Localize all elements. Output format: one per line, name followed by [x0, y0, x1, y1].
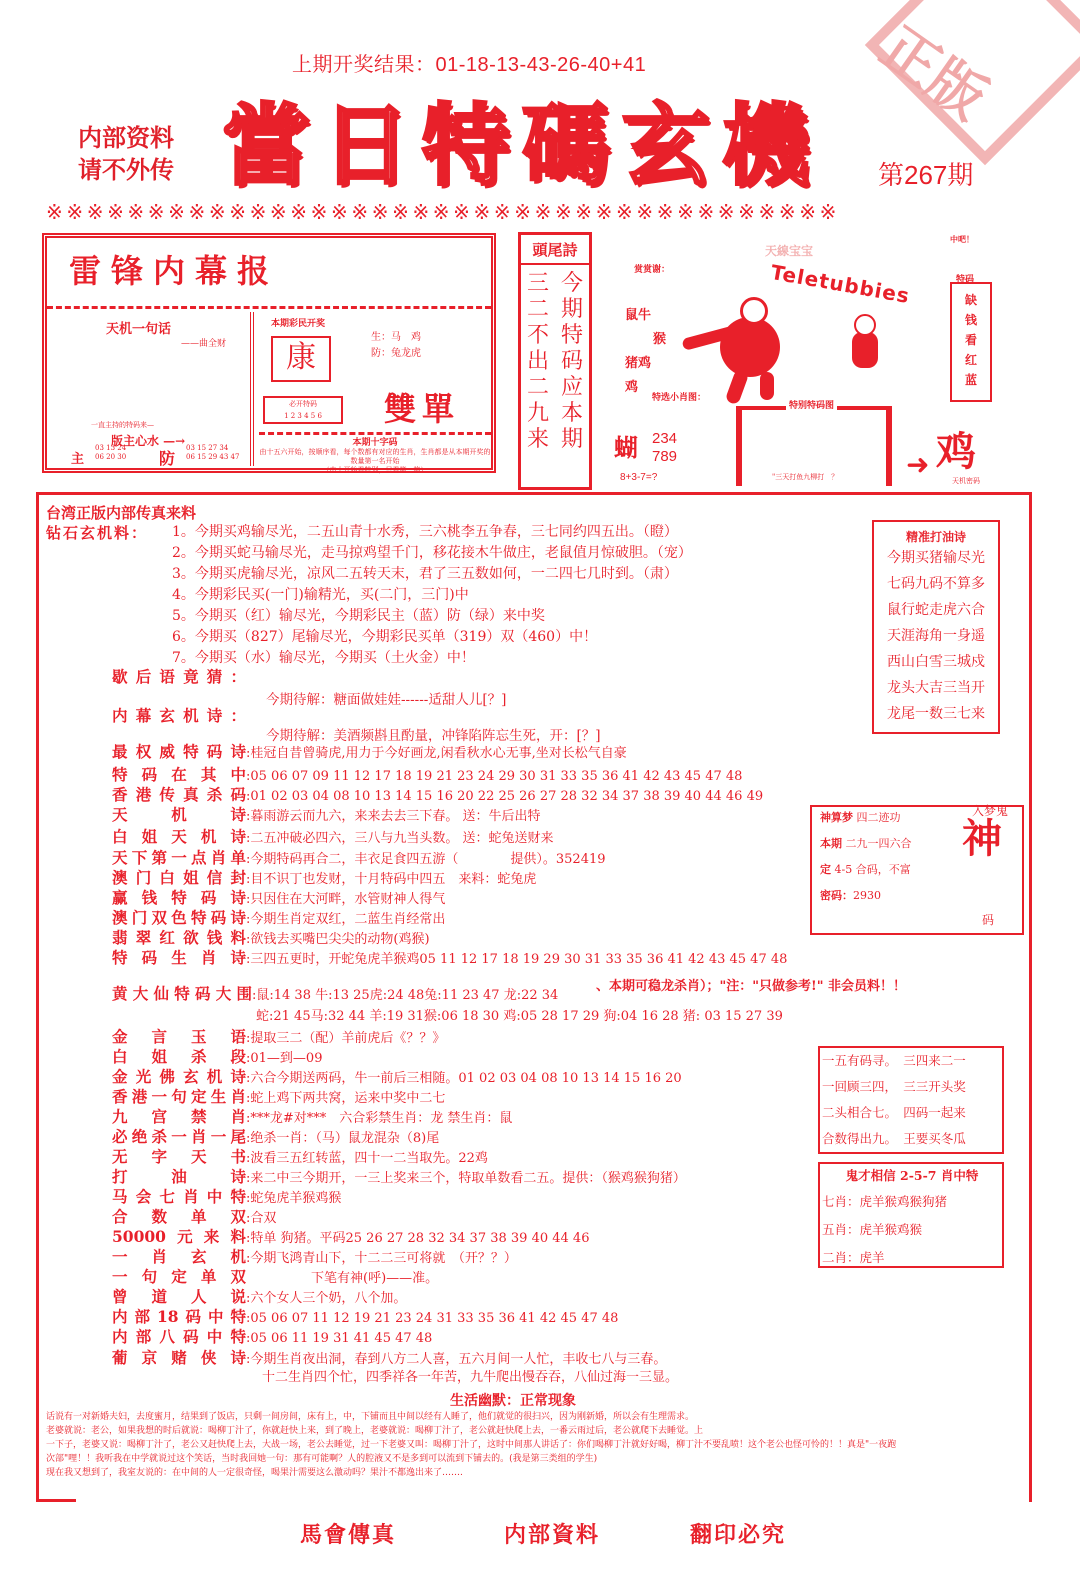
tianji-panel	[51, 312, 254, 466]
leifeng-panel	[42, 233, 496, 473]
poem-line: 今期买猪输尽光	[887, 550, 985, 566]
accurate-poem-title: 精准打油诗	[905, 530, 966, 544]
tianji-title: 天机一句话	[106, 322, 172, 337]
poem-line: 龙头大吉三当开	[887, 680, 985, 696]
fang-numbers	[186, 444, 239, 462]
table-row	[112, 949, 787, 969]
ghost-talent-line: 七肖：虎羊猴鸡猴狗猪	[822, 1194, 948, 1209]
dream-code-char: 码	[982, 913, 995, 927]
row-value: :绝杀一肖：（马）鼠龙混杂（8)尾	[246, 1131, 440, 1146]
footer-item: 翻印必究	[690, 1522, 787, 1548]
row-label: 香港传真杀码	[112, 785, 246, 804]
table-row	[112, 1108, 512, 1128]
row-label: 特码在其中	[112, 765, 246, 784]
row-value: :今期生肖定双红，二蓝生肖经常出	[246, 912, 446, 927]
poem-line: 天涯海角一身遥	[887, 628, 985, 644]
row-value: :蛇兔虎羊猴鸡猴	[246, 1191, 342, 1206]
issue-number: 第267期	[878, 160, 974, 190]
zhongma-label: 中吧！	[950, 234, 974, 244]
row-value: :05 06 07 09 11 12 17 18 19 21 23 24 29 30 31 33 35 36 41 42 43 45 47 48	[246, 769, 743, 784]
row-value: :波看三五红转蓝，四十一二当取先。22鸡	[246, 1151, 488, 1166]
row-label: 一句定单双	[112, 1267, 246, 1286]
last-result-label: 上期开奖结果：	[292, 54, 436, 76]
row-label: 赢钱特码诗	[112, 888, 246, 907]
ghost-talent-title: 鬼才相信 2-5-7 肖中特	[845, 1168, 979, 1183]
xiehouyu-text: 今期待解：糖面做娃娃------适甜人儿[？]	[266, 692, 507, 708]
table-row	[112, 869, 536, 889]
table-row	[112, 828, 554, 848]
row-label: 特码生肖诗	[112, 948, 246, 967]
vert-char: 蓝	[964, 373, 977, 387]
teletubby-body-icon	[720, 317, 780, 377]
row-value: 下笔有神(呼)——准。	[246, 1271, 439, 1286]
row-value: :暮雨游云而九六，来来去去三下春。 送：牛后出特	[246, 809, 541, 824]
riddle-line: 合数得出九。 王要买冬瓜	[822, 1131, 966, 1146]
row-value: :今期生肖夜出洞，春到八方二人喜，五六月间一人忙，丰收七八与三春。	[246, 1352, 667, 1367]
row-label: 内幕玄机诗：	[112, 706, 246, 725]
fang-numbers-row: 03 15 27 34	[186, 444, 229, 452]
row-value: :提取三二（配）羊前虎后《？？》	[246, 1031, 446, 1046]
flower-label: 鼠牛	[625, 308, 652, 323]
row-label: 内部18码中特	[112, 1307, 246, 1326]
humor-line: 老婆就说：老公，如果我想的时后就说：喝柳丁汁了，你就赶快上来，到了晚上，老婆就说：喝柳丁汁了，老公就赶快爬上去，一番云雨过后，老公就爬下去睡觉。上	[46, 1426, 704, 1436]
fang-label: 防	[159, 449, 176, 468]
row-label: 金光佛玄机诗	[112, 1067, 246, 1086]
table-row	[112, 1248, 517, 1268]
last-draw-result	[292, 48, 646, 77]
teletubby-leg-icon	[725, 369, 750, 406]
list-item: 2。今期买蛇马输尽光，走马掠鸡望千门，移花接木牛做庄，老鼠值月惊破胆。（宠）	[172, 545, 692, 561]
table-row	[112, 806, 541, 826]
bat-number: 234	[652, 430, 678, 447]
dream-line	[820, 835, 912, 851]
cross-code-note: （由十开始看特别，只看第一格）	[322, 466, 428, 474]
teletubbies-logo: Teletubbies	[768, 259, 912, 309]
table-row	[112, 909, 445, 929]
special-code-footnote: "三天打鱼九柳打 ？	[772, 473, 839, 481]
table-row	[112, 1068, 682, 1088]
dream-line	[820, 861, 911, 877]
riddle-line: 二头相合七。 四码一起来	[822, 1105, 966, 1120]
zhu-numbers-row: 03 13 24	[95, 444, 127, 452]
row-value: :05 06 07 11 12 19 21 23 24 31 33 35 36 41 42 45 47 48	[246, 1311, 619, 1326]
ghost-talent-box	[818, 1162, 1004, 1268]
poem-column-a: 三二不出二九来	[526, 271, 549, 452]
row-value: :今期飞鸿青山下，十二二三可将就 （开？？）	[246, 1251, 517, 1266]
table-row	[112, 929, 430, 949]
poem-title: 頭尾詩	[521, 235, 589, 265]
table-row	[112, 1028, 445, 1048]
poem-line: 鼠行蛇走虎六合	[887, 602, 985, 618]
must-open-box	[263, 396, 343, 424]
ghost-talent-line: 五肖：虎羊猴鸡猴	[822, 1222, 923, 1237]
table-row	[112, 1128, 439, 1148]
cross-code-panel	[259, 432, 491, 475]
dream-god-box	[810, 805, 1024, 935]
table-row	[112, 1208, 276, 1228]
list-item: 7。今期买（水）输尽光，今期买（土火金）中！	[172, 650, 475, 666]
row-label: 黄大仙特码大围	[112, 984, 252, 1003]
footer-item: 馬會傳真	[300, 1522, 397, 1548]
table-row	[112, 1188, 341, 1208]
xiehouyu-row	[112, 668, 246, 687]
row-value: :欲钱去买嘴巴尖尖的动物(鸡猴)	[246, 932, 430, 947]
poem-line: 七码九码不算多	[887, 576, 985, 592]
wongtaisin-line-2: 蛇:21 45马:32 44 羊:19 31猴:06 18 30 鸡:05 28 17 29 狗:04 16 28 猪: 03 15 27 39	[256, 1009, 783, 1024]
row-value: :特单 狗猪。平码25 26 27 28 32 34 37 38 39 40 44 46	[246, 1231, 590, 1246]
accurate-poem-box	[872, 520, 1000, 734]
riddle-line: 一五有码寻。 三四来二一	[822, 1053, 966, 1068]
row-label: 天下第一点肖单	[112, 848, 246, 867]
table-row	[112, 1268, 438, 1288]
dream-value: 4-5 合码，不富	[831, 863, 911, 876]
page-title: 當日特碼玄機	[222, 93, 823, 197]
teletubby-head-icon	[740, 297, 768, 325]
frame-corner	[36, 1490, 76, 1502]
row-value: :六合今期送两码，牛一前后三相随。01 02 03 04 08 10 13 14 15 16 20	[246, 1071, 682, 1086]
row-label: 葡京赌侠诗	[112, 1348, 246, 1367]
sheng-lines	[371, 330, 421, 362]
fang-numbers-row: 06 15 29 43 47	[186, 453, 240, 461]
zhu-numbers-row: 06 20 30	[95, 453, 127, 461]
row-label: 内部八码中特	[112, 1327, 246, 1346]
row-value: :桂冠自昔曾骑虎,用力于今好画龙,闲看秋水心无事,坐对长松气自豪	[246, 746, 627, 761]
zuanshi-label: 钻石玄机料：	[46, 524, 149, 542]
teletubby-small-body-icon	[852, 332, 878, 368]
humor-line: 话说有一对新婚夫妇，去度蜜月，结果到了饭店，只剩一间房间，床有上，中，下铺而且中间以经有人睡了，他们就觉的很扫兴，因为刚新婚，所以会有生理需求。	[46, 1412, 695, 1422]
flower-label: 猴	[653, 332, 667, 347]
dream-line	[820, 809, 901, 825]
row-label: 翡翠红欲钱料	[112, 928, 246, 947]
row-value: :05 06 11 19 31 41 45 47 48	[246, 1331, 433, 1346]
divider	[47, 306, 491, 309]
dream-line	[820, 887, 881, 903]
wongtaisin-row	[112, 985, 558, 1005]
teletubby-leg-icon	[760, 372, 774, 400]
arrow-right-icon: ➜	[906, 448, 930, 481]
row-value: :今期特码再合二，丰衣足食四五游（ 提供）。352419	[246, 852, 606, 867]
humor-line: 现在我又想到了，我室友说的：在中间的人一定很奇怪，喝果汁需要这么激动吗？果汁不都逸出来了…….	[46, 1468, 463, 1478]
banzhu-title: 版主心水 —→	[111, 434, 186, 448]
rooster-char: 鸡	[936, 428, 976, 475]
row-value: :二五冲破必四六，三八与九当头数。 送：蛇兔送财来	[246, 831, 554, 846]
zhu-numbers	[95, 444, 126, 462]
appreciate-label: 赏赏谢：	[634, 265, 671, 275]
row-value: :合双	[246, 1211, 277, 1226]
row-label: 合数单双	[112, 1207, 246, 1226]
pujing-line-2: 十二生肖四个忙，四季祥各一年苦，九牛爬出慢吞吞，八仙过海一三显。	[262, 1370, 679, 1385]
humor-line: 次部"哩！！我听我在中学就说过这个笑话，当时我回她一句：那有可能啊？人的腔液又不是多到可以流到下铺去的。(我是第三类组的学生)	[46, 1454, 598, 1464]
special-code-title: 特别特码图	[786, 398, 837, 411]
dream-side-label: 入梦鬼	[972, 804, 1009, 818]
riddle-box	[818, 1046, 1004, 1154]
red-blue-wave-box	[950, 282, 992, 402]
table-row	[112, 1048, 322, 1068]
row-label: 白姐天机诗	[112, 827, 246, 846]
vert-char: 缺	[964, 293, 977, 307]
special-pick-label: 特选小肖图：	[652, 393, 707, 403]
sheng-line: 生：马 鸡	[371, 332, 421, 343]
table-row	[112, 1088, 445, 1108]
table-row	[112, 1288, 406, 1308]
internal-line-2: 请不外传	[78, 156, 174, 184]
source-title: 台湾正版内部传真来料	[46, 504, 197, 522]
flower-label: 鸡	[625, 380, 639, 395]
stamp-text: 正版	[868, 14, 999, 133]
special-code-frame	[736, 401, 892, 486]
row-label: 无字天书	[112, 1147, 246, 1166]
bat-number: 789	[652, 448, 678, 465]
row-value: :蛇上鸡下两共窝，运来中奖中二七	[246, 1091, 446, 1106]
table-row	[112, 743, 627, 763]
must-open-numbers: 1 2 3 4 5 6	[284, 412, 322, 420]
poem-column-b: 今期特码应本期	[560, 271, 583, 452]
zuanshi-list	[172, 522, 692, 669]
row-value: :01 02 03 04 08 10 13 14 15 16 20 22 25 26 27 28 32 34 37 38 39 40 44 46 49	[246, 789, 764, 804]
internal-notice	[78, 122, 174, 186]
dream-value: 四二迹功	[853, 811, 901, 824]
table-row	[112, 849, 606, 869]
humor-title: 生活幽默：正常现象	[450, 1393, 576, 1409]
row-label: 马会七肖中特	[112, 1187, 246, 1206]
table-row	[112, 1168, 686, 1188]
flower-label: 猪鸡	[625, 356, 652, 371]
cross-code-title: 本期十字码	[352, 438, 398, 448]
list-item: 3。今期买虎输尽光，凉风二五转天末，君了三五数如何，一二四七几时到。（肃）	[172, 566, 678, 582]
vert-char: 红	[964, 353, 977, 367]
row-value: :六个女人三个奶，八个加。	[246, 1291, 407, 1306]
neimu-text: 今期待解：美酒频斟且酌量，冲锋陷阵忘生死，开：[？]	[266, 728, 601, 744]
tianji-subtitle: ——曲全财	[181, 339, 227, 349]
dream-value: 2930	[853, 889, 881, 902]
row-label: 曾道人说	[112, 1287, 246, 1306]
bat-numbers	[652, 430, 677, 466]
dream-value: 二九一四六合	[842, 837, 912, 850]
row-value: :目不识丁也发财，十月特码中四五 来料：蛇兔虎	[246, 872, 537, 887]
row-label: 九宫禁肖	[112, 1107, 246, 1126]
row-value: :鼠:14 38 牛:13 25虎:24 48兔:11 23 47 龙:22 34	[252, 988, 559, 1003]
sheng-line: 防：兔龙虎	[371, 348, 421, 359]
list-item: 1。今期买鸡输尽光，二五山青十水秀，三六桃李五争春，三七同约四五出。（瞪）	[172, 524, 678, 540]
flower-zodiacs	[625, 304, 666, 400]
poem-line: 龙尾一数三七来	[887, 706, 985, 722]
row-value: :只因住在大河畔，水管财神人得气	[246, 892, 446, 907]
row-label: 白姐杀段	[112, 1047, 246, 1066]
table-row	[112, 786, 763, 806]
humor-body	[46, 1410, 1006, 1480]
table-row	[112, 1308, 618, 1328]
row-label: 最权威特码诗	[112, 742, 246, 761]
star-divider: ※※※※※※※※※※※※※※※※※※※※※※※※※※※※※※※※※※※※※※※	[46, 200, 840, 224]
ghost-talent-line: 二肖：虎羊	[822, 1250, 885, 1265]
row-label: 澳门白姐信封	[112, 868, 246, 887]
teletubby-small-head-icon	[854, 314, 876, 336]
row-label: 澳门双色特码诗	[112, 908, 246, 927]
row-label: 天机诗	[112, 805, 246, 824]
table-row	[112, 1328, 432, 1348]
table-row	[112, 889, 445, 909]
vert-char: 看	[964, 333, 977, 347]
rooster-subtitle: 天机密码	[952, 477, 980, 485]
row-label: 一肖玄机	[112, 1247, 246, 1266]
neimu-row	[112, 707, 246, 726]
list-item: 5。今期买（红）输尽光，今期彩民主（蓝）防（绿）来中奖	[172, 608, 545, 624]
leifeng-title: 雷锋内幕报	[69, 252, 280, 290]
poem-line: 西山白雪三城戍	[887, 654, 985, 670]
kang-label: 本期彩民开奖	[271, 319, 326, 329]
cartoon-title: 天線宝宝	[765, 244, 814, 258]
list-item: 4。今期彩民买(一门)输精光，买(二门，三门)中	[172, 587, 469, 603]
dream-label: 神算梦	[820, 811, 853, 824]
row-value: :三四五更时，开蛇兔虎羊猴鸡05 11 12 17 18 19 29 30 31 33 35 36 41 42 43 45 47 48	[246, 952, 788, 967]
row-label: 必绝杀一肖一尾	[112, 1127, 246, 1146]
row-label: 歇后语竟猜：	[112, 667, 246, 686]
table-row	[112, 1148, 488, 1168]
vert-char: 钱	[964, 313, 977, 327]
internal-line-1: 内部资料	[78, 124, 174, 152]
row-label: 香港一句定生肖	[112, 1087, 246, 1106]
dream-god-char: 神	[962, 815, 1002, 862]
bat-char: 蝴	[614, 433, 638, 462]
list-item: 6。今期买（827）尾输尽光，今期彩民买单（319）双（460）中！	[172, 629, 598, 645]
dream-label: 本期	[820, 837, 842, 850]
kang-char: 康	[271, 336, 331, 382]
footer-item: 内部資料	[504, 1522, 601, 1548]
bat-equation: 8+3-7=?	[620, 472, 658, 483]
table-row	[112, 766, 742, 786]
dream-label: 密码：	[820, 889, 853, 902]
kang-panel	[259, 312, 491, 474]
must-open-title: 必开特码	[289, 400, 317, 408]
head-tail-poem	[518, 232, 592, 490]
tianji-small-line: 一直主持的特码来—	[91, 421, 154, 429]
zhu-label: 主	[71, 452, 85, 467]
odd-even-label: 雙單	[384, 390, 461, 428]
cartoon-panel	[600, 232, 1000, 494]
riddle-line: 一回顾三四， 三三开头奖	[822, 1079, 966, 1094]
humor-line: 一下子，老婆又说：喝柳丁汁了，老公又赶快爬上去，大战一场，老公去睡觉，过一下老婆又叫：喝柳丁汁了，这时中间那人讲话了：你们喝柳丁汁就好好喝，柳丁汁不要乱喷！这个老公也怪可怜的！！真是"一夜跑	[46, 1440, 897, 1450]
row-label: 50000元来料	[112, 1227, 246, 1246]
dream-label: 定	[820, 863, 831, 876]
table-row	[112, 1228, 589, 1248]
wongtaisin-note: 、本期可稳龙杀肖）；"注："只做参考!" 非会员料！！	[596, 979, 907, 994]
row-value: :01—到—09	[246, 1051, 323, 1066]
row-label: 打油诗	[112, 1167, 246, 1186]
cross-code-text: 由十五六开始，按顺序看，每个数都有对应的生肖，生肖都是从本期开奖的数量第一名开始	[259, 448, 491, 465]
last-result-numbers: 01-18-13-43-26-40+41	[435, 54, 647, 76]
row-value: :来二中三今期开，一三上奖来三个，特取单数看二五。提供：（猴鸡猴狗猪）	[246, 1171, 686, 1186]
row-label: 金言玉语	[112, 1027, 246, 1046]
vert-label: 特码	[956, 275, 975, 285]
row-value: :***龙#对*** 六合彩禁生肖：龙 禁生肖：鼠	[246, 1111, 513, 1126]
